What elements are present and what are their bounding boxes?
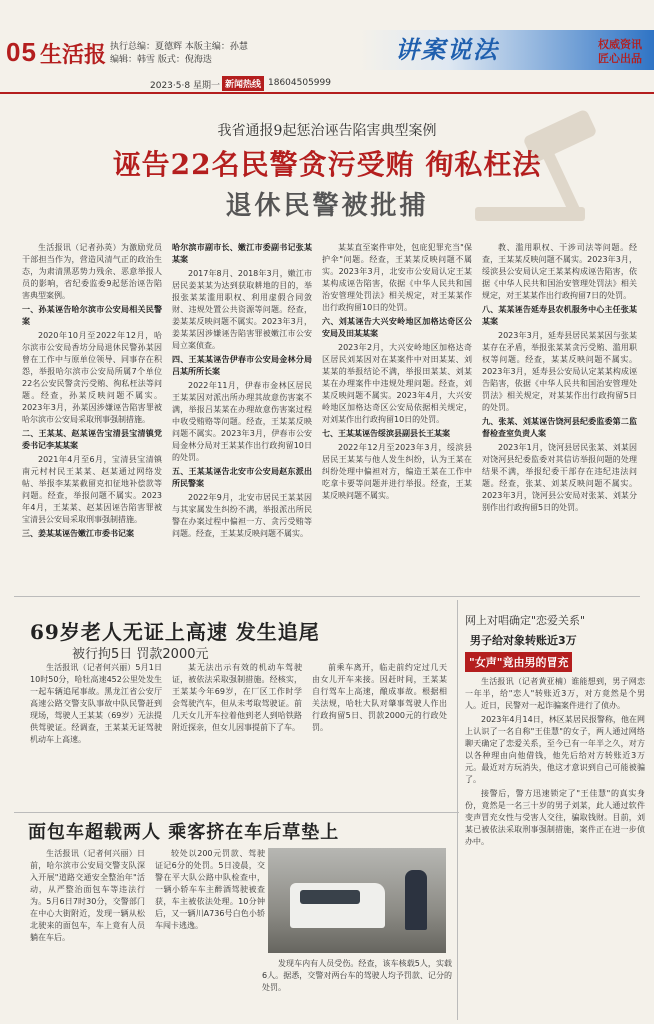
van-window [300, 890, 360, 904]
divider [14, 596, 640, 597]
page-number: 05 [6, 37, 37, 67]
paragraph: 2023年2月，大兴安岭地区加格达奇区居民刘某因对在某案件中对田某某、刘某某的举报结论不满，举报田某某、刘某某在办理案件中违规处理问题。经查，刘某反映问题不属实。2023年4月，大兴安岭地区加格达奇区公安局依据相关规定，对刘某作出行政拘留10日的处罚。 [322, 343, 472, 424]
section-subhead: 哈尔滨市副市长、嫩江市委副书记张某某案 [172, 243, 312, 264]
paragraph: 某某直至案件审处，包庇犯罪充当"保护伞"问题。经查，王某某反映问题不属实。2023年3月，北安市公安局认定王某某构成诬告陷害，依据《中华人民共和国治安管理处罚法》相关规定，对王某某作出行政拘留10日的处罚。 [322, 243, 472, 312]
lead-column-1 [22, 242, 162, 587]
section-subhead: 四、王某某诬告伊春市公安局金林分局吕某所所长案 [172, 355, 312, 376]
lead-column-3 [322, 242, 472, 587]
paragraph: 2023年3月，延寿县居民某某因与张某某存在矛盾，举报张某某贪污受贿、滥用职权等问题。经查，某某反映问题不属实。2023年3月，延寿县公安局认定某某构成诬告陷害，依据《中华人民共和国治安管理处罚法》相关规定，对某某作出行政拘留5日的处罚。 [482, 331, 637, 412]
section-subhead: 二、王某某、赵某诬告宝清县宝清镇党委书记李某某案 [22, 429, 162, 450]
story4-headline: 男子给对象转账近3万 [470, 634, 577, 647]
section-subhead: 六、刘某诬告大兴安岭地区加格达奇区公安局及田某某案 [322, 317, 472, 338]
paragraph: 生活报讯（记者孙英）为激励党员干部担当作为，营造风清气正的政治生态，为肃清黑恶势力残余、恶意举报人员的影响，省纪委监委9起惩治诬告陷害典型案例。 [22, 243, 162, 300]
story4-kicker: 网上对唱确定"恋爱关系" [465, 614, 586, 627]
hotline-number: 18604505999 [268, 78, 331, 88]
slogan [598, 38, 642, 66]
top-rule [0, 92, 654, 94]
lead-kicker: 我省通报9起惩治诬告陷害典型案例 [217, 123, 437, 139]
section-subhead: 五、王某某诬告北安市公安局赵东派出所民警案 [172, 467, 312, 488]
paragraph: 2022年11月，伊春市金林区居民王某某因对派出所办理其故意伤害案不满，举报吕某某在办理故意伤害案过程中收受贿赂等问题。经查，王某某反映问题不属实。2023年3月，伊春市公安局金林分局对王某某作出行政拘留10日的处罚。 [172, 381, 312, 462]
story4-column [465, 676, 645, 1018]
lead-headline: 诬告22名民警贪污受贿 徇私枉法 [112, 148, 542, 181]
section-subhead: 三、姜某某诬告嫩江市委书记案 [22, 529, 134, 538]
story3-column-2 [155, 848, 265, 1016]
officer-figure [405, 870, 427, 930]
story2-headline: 69岁老人无证上高速 发生追尾 [30, 620, 320, 644]
slogan-line-2: 匠心出品 [598, 52, 642, 65]
paragraph: 2023年4月14日，林区某居民报警称，他在网上认识了一名自称"王佳慧"的女子，两人通过网络聊天确定了恋爱关系，至今已有一年半之久，对方以各种理由向他借钱，他先后给对方转账近3万元。最近对方玩消失，他这才意识到自己可能被骗了。 [465, 715, 645, 784]
divider [14, 812, 459, 813]
exec-editor-line: 执行总编：夏德辉 本版主编：孙慧 [110, 42, 248, 52]
story2-subhead: 被行拘5日 罚款2000元 [72, 647, 209, 662]
editor-credits [110, 41, 248, 67]
story3-headline: 面包车超载两人 乘客挤在车后草垫上 [28, 822, 340, 843]
paragraph: 生活报讯（记者何兴丽）日前，哈尔滨市公安局交警支队深入开展"道路交通安全整治年"活动，从严整治面包车等违法行为。5月6日7时30分，交警部门在中心大街附近，发现一辆从松北驶来的面包车，车上竟有人员躺在车后。 [30, 849, 145, 942]
paragraph: 生活报讯（记者黄亚楠）谁能想到，男子网恋一年半，给"恋人"转账近3万，对方竟然是个男人。近日，民警对一起诈骗案件进行了侦办。 [465, 677, 645, 710]
story2-column-1 [30, 662, 162, 804]
lead-column-2 [172, 242, 312, 587]
paragraph: 2022年12月至2023年3月，绥滨县居民王某某与他人发生纠纷，认为王某在纠纷处理中偏袒对方，编造王某在工作中吃拿卡要等问题并进行举报。经查，王某某反映问题不属实。 [322, 443, 472, 500]
story2-column-2 [172, 662, 302, 804]
story4-subhead: "女声"竟由男的冒充 [465, 652, 572, 672]
paragraph: 某无法出示有效的机动车驾驶证，被依法采取强制措施。经核实，王某某今年69岁，在厂区工作时学会驾驶汽车，但从未考取驾驶证。前几天女儿开车拉着他到老人到哈铁路附近探亲，但女儿因事提前下了车。 [172, 663, 302, 732]
issue-date: 2023·5·8 星期一 [150, 81, 220, 91]
section-subhead: 七、王某某诬告绥滨县副县长王某案 [322, 429, 450, 438]
section-title: 讲案说法 [395, 36, 499, 64]
paragraph: 发现车内有人员受伤。经查，该车核载5人，实载6人。据悉，交警对两台车的驾驶人均予罚款、记分的处罚。 [262, 959, 452, 992]
paragraph: 2020年10月至2022年12月，哈尔滨市公安局香坊分局退休民警孙某因曾在工作中与原单位领导、同事存在积怨，举报哈尔滨市公安局所属7个单位22名公安民警贪污受贿、徇私枉法等问题。经查，孙某反映问题不属实。2023年3月，孙某因涉嫌诬告陷害罪被哈尔滨市公安局采取刑事强制措施。 [22, 331, 162, 424]
paragraph: 接警后，警方迅速锁定了"王佳慧"的真实身份，竟然是一名三十岁的男子刘某，此人通过软件变声冒充女性与受害人交往，骗取钱财。目前，刘某已被依法采取刑事强制措施，案件正在进一步侦办中。 [465, 789, 645, 846]
editors-line: 编辑：韩雪 版式：倪海迭 [110, 55, 212, 65]
paragraph: 2017年8月、2018年3月，嫩江市居民姜某某为达到获取耕地的目的，举报张某某滥用职权、利用虚假合同敛财、违规处置公共资源等问题。经查，姜某某反映问题不属实。2023年3月，姜某某因涉嫌诬告陷害罪被嫩江市公安局立案侦查。 [172, 269, 312, 350]
paragraph: 生活报讯（记者何兴丽）5月1日10时50分，哈牡高速452公里处发生一起车辆追尾事故。黑龙江省公安厅高速公路交警支队事故中队民警赶到现场，驾驶人王某某（69岁）无法提供驾驶证。经调查，王某某无证驾驶机动车上高速。 [30, 663, 162, 744]
paper-name: 生活报 [40, 42, 107, 68]
section-subhead: 九、张某、刘某诬告饶河县纪委监委第二监督检查室负责人案 [482, 417, 637, 438]
paragraph: 较处以200元罚款、驾驶证记6分的处罚。5日凌晨，交警在平大队公路中队检查中，一辆小轿车车主醉酒驾驶被查获，车主被依法处理。10分钟后，又一辆川A736号白色小轿车闯卡逃逸。 [155, 849, 265, 930]
story3-column-3 [262, 958, 452, 1018]
section-subhead: 一、孙某诬告哈尔滨市公安局相关民警案 [22, 305, 162, 326]
lead-subhead: 退休民警被批捕 [225, 191, 429, 221]
paragraph: 2022年9月，北安市居民王某某因与其家属发生纠纷不满，举报派出所民警在办案过程中偏袒一方、贪污受贿等问题。经查，王某某反映问题不属实。 [172, 493, 312, 538]
hotline-label: 新闻热线 [222, 76, 264, 91]
lead-column-4 [482, 242, 637, 587]
paragraph: 2021年4月至6月，宝清县宝清镇南元村村民王某某、赵某通过网络发帖、举报李某某截留克扣征地补偿款等问题。经查，举报问题不属实。2023年4月，王某某、赵某因诬告陷害罪被宝清县公安局采取刑事强制措施。 [22, 455, 162, 524]
section-subhead: 八、某某诬告延寿县农机服务中心主任张某某案 [482, 305, 637, 326]
slogan-line-1: 权威资讯 [598, 38, 642, 51]
story2-column-3 [312, 662, 447, 804]
story3-column-1 [30, 848, 145, 1016]
paragraph: 教、滥用职权、干涉司法等问题。经查，王某某反映问题不属实。2023年3月，绥滨县公安局认定王某某构成诬告陷害，依据《中华人民共和国治安管理处罚法》相关规定，对王某某作出行政拘留7日的处罚。 [482, 243, 637, 300]
paragraph: 2023年1月，饶河县居民张某、刘某因对饶河县纪委监委对其信访举报问题的处理结果不满，举报纪委干部存在违纪违法问题。经查，张某、刘某反映问题不属实。2023年3月，饶河县公安局对张某、刘某分别作出行政拘留5日的处罚。 [482, 443, 637, 512]
paragraph: 前乘车离开，临走前约定过几天由女儿开车来接。因赶时间，王某某自行驾车上高速，酿成事故。根据相关法规，哈牡大队对肇事驾驶人作出行政拘留5日、罚款2000元的行政处罚。 [312, 663, 447, 732]
